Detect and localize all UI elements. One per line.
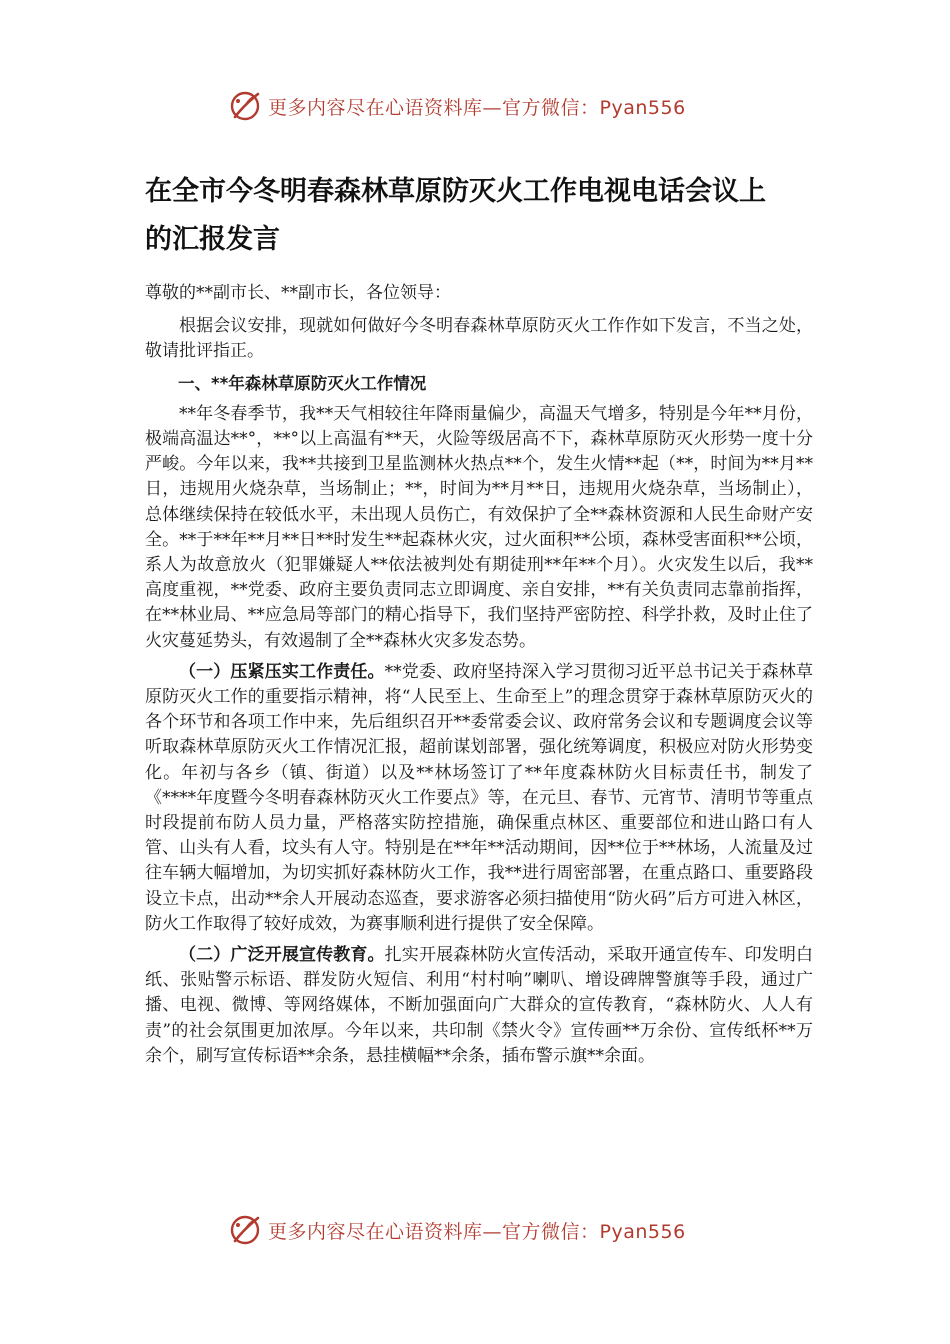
item1-lead: （一）压紧压实工作责任。 [179, 661, 385, 682]
item2-body: 扎实开展森林防火宣传活动，采取开通宣传车、印发明白纸、张贴警示标语、群发防火短信、利用“村村响”喇叭、增设碑牌警旗等手段，通过广播、电视、微博、等网络媒体，不断加强面向广大群众的宣传教育，“森林防火、人人有责”的社会氛围更加浓厚。今年以来，共印制《禁火令》宣传画**万余份、宣传纸杯**万余个，刷写宣传标语**余条，悬挂横幅**余条，插布警示旗**余面。 [145, 945, 814, 1066]
intro-paragraph: 根据会议安排，现就如何做好今冬明春森林草原防灭火工作作如下发言，不当之处，敬请批评指正。 [145, 316, 813, 362]
document-body [145, 281, 813, 1075]
watermark-banner-top [0, 84, 950, 128]
quill-logo-icon [228, 1213, 262, 1247]
title-line-1: 在全市今冬明春森林草原防灭火工作电视电话会议上 [145, 176, 766, 207]
item2-lead: （二）广泛开展宣传教育。 [179, 945, 385, 966]
title-line-2: 的汇报发言 [145, 224, 280, 255]
quill-logo-icon [228, 89, 262, 123]
item1-paragraph [145, 660, 813, 937]
watermark-banner-bottom [0, 1208, 950, 1252]
section-heading: 一、**年森林草原防灭火工作情况 [178, 373, 427, 393]
item2-paragraph [145, 943, 813, 1069]
item1-body: **党委、政府坚持深入学习贯彻习近平总书记关于森林草原防灭火工作的重要指示精神，将“人民至上、生命至上”的理念贯穿于森林草原防灭火的各个环节和各项工作中来，先后组织召开**委常委会议、政府常务会议和专题调度会议等听取森林草原防灭火工作情况汇报，超前谋划部署，强化统筹调度，积极应对防火形势变化。年初与各乡（镇、街道）以及**林场签订了**年度森林防火目标责任书，制发了《****年度暨今冬明春森林防灭火工作要点》等，在元旦、春节、元宵节、清明节等重点时段提前布防人员力量，严格落实防控措施，确保重点林区、重要部位和进山路口有人管、山头有人看，坟头有人守。特别是在**年**活动期间，因**位于**林场，人流量及过往车辆大幅增加，为切实抓好森林防火工作，我**进行周密部署，在重点路口、重要路段设立卡点，出动**余人开展动态巡查，要求游客必须扫描使用“防火码”后方可进入林区，防火工作取得了较好成效，为赛事顺利进行提供了安全保障。 [145, 661, 814, 934]
document-title [145, 168, 825, 264]
watermark-text: 更多内容尽在心语资料库—官方微信：Pyan556 [268, 96, 686, 119]
watermark-text: 更多内容尽在心语资料库—官方微信：Pyan556 [268, 1220, 686, 1243]
section1-paragraph: **年冬春季节，我**天气相较往年降雨量偏少，高温天气增多，特别是今年**月份，极端高温达**°，**°以上高温有**天，火险等级居高不下，森林草原防灭火形势一度十分严峻。今年以来，我**共接到卫星监测林火热点**个，发生火情**起（**，时间为**月**日，违规用火烧杂草，当场制止；**，时间为**月**日，违规用火烧杂草，当场制止），总体继续保持在较低水平，未出现人员伤亡，有效保护了全**森林资源和人民生命财产安全。**于**年**月**日**时发生**起森林火灾，过火面积**公顷，森林受害面积**公顷，系人为故意放火（犯罪嫌疑人**依法被判处有期徒刑**年**个月）。火灾发生以后，我**高度重视，**党委、政府主要负责同志立即调度、亲自安排，**有关负责同志靠前指挥，在**林业局、**应急局等部门的精心指导下，我们坚持严密防控、科学扑救，及时止住了火灾蔓延势头，有效遏制了全**森林火灾多发态势。 [145, 403, 813, 651]
salutation: 尊敬的**副市长、**副市长，各位领导： [145, 283, 451, 303]
